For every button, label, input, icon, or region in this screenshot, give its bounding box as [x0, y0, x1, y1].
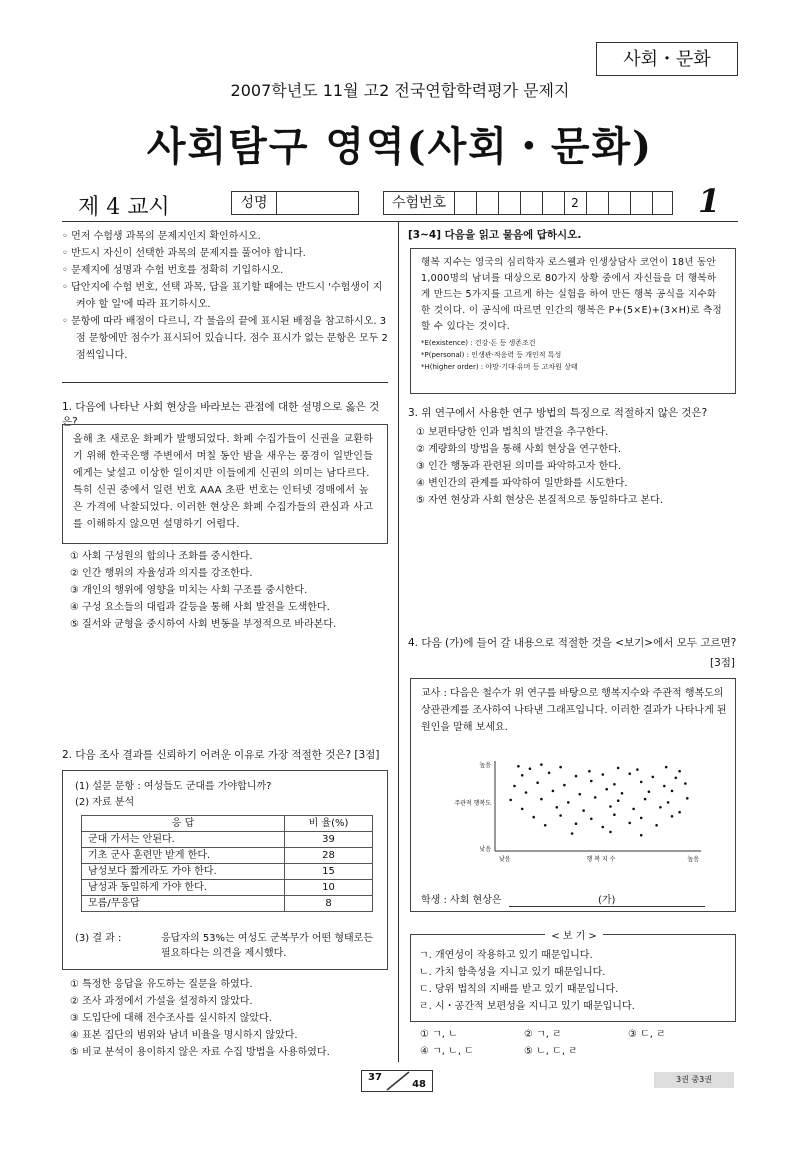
scatter-point — [609, 831, 612, 834]
exam-number-field[interactable] — [383, 191, 673, 215]
table-row — [82, 896, 373, 912]
q1-option[interactable]: ⑤ 질서와 균형을 중시하여 사회 변동을 부정적으로 바라본다. — [70, 619, 337, 630]
scatter-point — [644, 798, 647, 801]
q4-teacher-text: 교사 : 다음은 철수가 위 연구를 바탕으로 행복지수와 주관적 행복도의 상관관계를 조사하여 나타낸 그래프입니다. 이러한 결과가 나타나게 된 원인을 말해 보세요. — [421, 688, 727, 733]
scatter-point — [617, 799, 620, 802]
scatter-point — [678, 770, 681, 773]
scatter-point — [628, 822, 631, 825]
q34-passage-box — [410, 248, 736, 394]
exam-period: 제 4 교시 — [78, 195, 170, 220]
bogi-box — [410, 931, 736, 1022]
q34-passage: 행복 지수는 영국의 심리학자 로스웰과 인생상담사 코언이 18년 동안 1,000명의 남녀를 대상으로 80가지 상황 중에서 자신들을 더 행복하게 만드는 5가지를 고르게 하는 실험을 하여 만든 행복 공식을 지수화 한 것이다. 이 공식에 따르면 인간의 행복은 P+(5×E)+(3×H)로 측정할 수 있다는 것이다. — [421, 257, 722, 332]
instruction-item: ◦ 반드시 자신이 선택한 과목의 문제지를 풀어야 합니다. — [62, 248, 306, 259]
scatter-point — [567, 801, 570, 804]
scatter-point — [544, 824, 547, 827]
exam-number-cell[interactable] — [498, 192, 521, 214]
scatter-point — [517, 765, 520, 768]
scatter-point — [575, 775, 578, 778]
scatter-point — [613, 813, 616, 816]
q4-blank: (가) — [509, 891, 705, 907]
q4-option[interactable]: ② ㄱ, ㄹ — [524, 1029, 562, 1040]
table-row — [82, 832, 373, 848]
q2-option[interactable]: ② 조사 과정에서 가설을 설정하지 않았다. — [70, 996, 253, 1007]
scatter-point — [678, 811, 681, 814]
q2-option[interactable]: ⑤ 비교 분석이 용이하지 않은 자료 수집 방법을 사용하였다. — [70, 1047, 330, 1058]
scatter-point — [684, 782, 687, 785]
scatter-point — [617, 767, 620, 770]
q4-student-prefix: 학생 : 사회 현상은 — [421, 895, 502, 906]
q1-option[interactable]: ① 사회 구성원의 합의나 조화를 중시한다. — [70, 551, 253, 562]
x-tick-low: 낮음 — [499, 856, 511, 863]
scatter-point — [548, 772, 551, 775]
header-divider — [62, 221, 738, 222]
scatter-point — [636, 768, 639, 771]
q3-option[interactable]: ④ 변인간의 관계를 파악하여 일반화를 시도한다. — [416, 478, 628, 489]
table-cell: 남성과 동일하게 가야 한다. — [82, 880, 285, 896]
q2-options — [70, 976, 330, 1061]
exam-number-cell[interactable] — [608, 192, 631, 214]
bogi-item: ㄱ. 개연성이 작용하고 있기 때문입니다. — [419, 950, 593, 961]
scatter-point — [556, 806, 559, 809]
scatter-point — [571, 832, 574, 835]
q2-option[interactable]: ① 특정한 응답을 유도하는 질문을 하였다. — [70, 979, 253, 990]
scatter-point — [671, 815, 674, 818]
table-cell: 8 — [285, 896, 373, 912]
instruction-item: ◦ 문항에 따라 배점이 다르니, 각 물음의 끝에 표시된 배점을 참고하시오. 3점 문항에만 점수가 표시되어 있습니다. 점수 표시가 없는 문항은 모두 2점씩입니다. — [62, 316, 388, 361]
exam-number-cell[interactable] — [476, 192, 499, 214]
bogi-item: ㄷ. 당위 법칙의 지배를 받고 있기 때문입니다. — [419, 984, 619, 995]
q3-option[interactable]: ② 계량화의 방법을 통해 사회 현상을 연구한다. — [416, 444, 622, 455]
bogi-title: < 보 기 > — [545, 931, 603, 942]
q2-option[interactable]: ④ 표본 집단의 범위와 남녀 비율을 명시하지 않았다. — [70, 1030, 298, 1041]
scatter-point — [552, 790, 555, 793]
q2-survey-question: (1) 설문 문항 : 여성들도 군대를 가야합니까? — [75, 781, 272, 792]
scatter-point — [590, 780, 593, 783]
exam-number-label: 수험번호 — [384, 192, 455, 214]
q1-options — [70, 548, 336, 633]
scatter-point — [667, 801, 670, 804]
table-cell: 모름/무응답 — [82, 896, 285, 912]
q4-student-text — [421, 891, 705, 907]
scatter-point — [640, 781, 643, 784]
column-divider — [398, 222, 399, 1062]
scatter-point — [671, 790, 674, 793]
scatter-points — [509, 763, 688, 836]
exam-number-cell[interactable] — [520, 192, 543, 214]
scatter-point — [602, 773, 605, 776]
scatter-point — [559, 766, 562, 769]
scatter-point — [594, 796, 597, 799]
scatter-point — [575, 822, 578, 825]
instruction-item: ◦ 먼저 수험생 과목의 문제지인지 확인하시오. — [62, 231, 261, 242]
scatter-point — [652, 776, 655, 779]
y-tick-high: 높음 — [479, 762, 491, 769]
scatter-point — [521, 808, 524, 811]
scatter-point — [675, 777, 678, 780]
scatter-point — [559, 814, 562, 817]
q2-result-text: 응답자의 53%는 여성도 군복무가 어떤 형태로든 필요하다는 의견을 제시했다. — [161, 933, 373, 959]
scatter-point — [613, 783, 616, 786]
scatter-point — [655, 824, 658, 827]
scatter-point — [665, 766, 668, 769]
scatter-point — [632, 808, 635, 811]
table-cell: 15 — [285, 864, 373, 880]
name-label: 성명 — [232, 192, 277, 214]
scatter-point — [686, 797, 689, 800]
scatter-point — [605, 788, 608, 791]
page-number: 1 — [698, 182, 721, 220]
scatter-point — [640, 834, 643, 837]
q3-option[interactable]: ① 보편타당한 인과 법칙의 발견을 추구한다. — [416, 427, 609, 438]
q2-table — [81, 815, 373, 912]
q1-option[interactable]: ② 인간 행위의 자율성과 의지를 강조한다. — [70, 568, 253, 579]
table-row — [82, 864, 373, 880]
q1-option[interactable]: ③ 개인의 행위에 영향을 미치는 사회 구조를 중시한다. — [70, 585, 308, 596]
page-title: 사회탐구 영역(사회・문화) — [146, 123, 654, 170]
q4-option[interactable]: ① ㄱ, ㄴ — [420, 1029, 458, 1040]
q3-option[interactable]: ③ 인간 행동과 관련된 의미를 파악하고자 한다. — [416, 461, 622, 472]
exam-info: 2007학년도 11월 고2 전국연합학력평가 문제지 — [230, 81, 570, 100]
q2-table-header: 비 율(%) — [285, 816, 373, 832]
scatter-point — [663, 785, 666, 788]
q34-note: *H(higher order) : 야망·기대·유머 등 고차원 상태 — [421, 363, 578, 371]
notes-divider — [62, 382, 388, 383]
instructions — [62, 228, 388, 364]
y-axis-label: 주관적 행복도 — [454, 800, 491, 807]
table-cell: 28 — [285, 848, 373, 864]
scatter-point — [582, 809, 585, 812]
scatter-point — [509, 799, 512, 802]
scatter-point — [602, 826, 605, 829]
q3-option[interactable]: ⑤ 자연 현상과 사회 현상은 본질적으로 동일하다고 본다. — [416, 495, 663, 506]
exam-number-digit[interactable]: 2 — [564, 192, 587, 214]
x-tick-high: 높음 — [687, 856, 699, 863]
q34-intro: [3~4] 다음을 읽고 물음에 답하시오. — [408, 229, 582, 241]
q34-note: *E(existence) : 건강·돈 등 생존조건 — [421, 339, 536, 347]
scatter-point — [536, 781, 539, 784]
table-cell: 10 — [285, 880, 373, 896]
q2-result-label: (3) 결 과 : — [75, 933, 122, 944]
q1-option[interactable]: ④ 구성 요소들의 대립과 갈등을 통해 사회 발전을 도색한다. — [70, 602, 330, 613]
table-cell: 39 — [285, 832, 373, 848]
y-tick-low: 낮음 — [479, 846, 491, 853]
scatter-point — [529, 767, 532, 770]
scatter-point — [590, 818, 593, 821]
table-cell: 기초 군사 훈련만 받게 한다. — [82, 848, 285, 864]
q2-survey-box — [62, 770, 388, 970]
q4-option[interactable]: ④ ㄱ, ㄴ, ㄷ — [420, 1046, 474, 1057]
q2-question: 2. 다음 조사 결과를 신뢰하기 어려운 이유로 가장 적절한 것은? [3점] — [62, 749, 380, 761]
table-cell: 남성보다 짧게라도 가야 한다. — [82, 864, 285, 880]
scatter-point — [609, 805, 612, 808]
bogi-items — [419, 947, 635, 1015]
q4-option[interactable]: ⑤ ㄴ, ㄷ, ㄹ — [524, 1046, 578, 1057]
scatter-point — [659, 806, 662, 809]
scatter-point — [525, 791, 528, 794]
scatter-point — [521, 774, 524, 777]
scatter-point — [628, 772, 631, 775]
q34-notes — [411, 337, 735, 373]
instruction-item: ◦ 문제지에 성명과 수험 번호를 정확히 기입하시오. — [62, 265, 284, 276]
scatter-point — [532, 816, 535, 819]
exam-number-cell[interactable] — [454, 192, 477, 214]
scatter-point — [579, 793, 582, 796]
table-row — [82, 880, 373, 896]
q4-points: [3점] — [710, 657, 736, 669]
q2-option[interactable]: ③ 도입단에 대해 전수조사를 실시하지 않았다. — [70, 1013, 272, 1024]
q4-option[interactable]: ③ ㄷ, ㄹ — [628, 1029, 666, 1040]
scatter-point — [540, 763, 543, 766]
scatter-point — [540, 798, 543, 801]
bogi-title-wrap — [411, 927, 737, 942]
subject-badge: 사회・문화 — [596, 42, 738, 76]
scatter-point — [648, 790, 651, 793]
q4-options — [420, 1026, 720, 1062]
q3-question: 3. 위 연구에서 사용한 연구 방법의 특징으로 적절하지 않은 것은? — [408, 407, 708, 419]
q3-options — [416, 424, 663, 509]
x-axis-label: 행 복 지 수 — [586, 856, 616, 863]
exam-number-cell[interactable] — [630, 192, 653, 214]
q4-box — [410, 678, 736, 912]
q1-question: 1. 다음에 나타난 사회 현상을 바라보는 관점에 대한 설명으로 옳은 것은? — [62, 401, 380, 428]
q2-analysis-label: (2) 자료 분석 — [75, 797, 135, 808]
scatter-point — [621, 792, 624, 795]
footer-badge: 3권 중3권 — [654, 1072, 734, 1088]
scatter-point — [588, 770, 591, 773]
instruction-item: ◦ 답안지에 수험 번호, 선택 과목, 답을 표기할 때에는 반드시 '수험생이 지켜야 할 일'에 따라 표기하시오. — [62, 282, 383, 310]
exam-number-cell[interactable] — [586, 192, 609, 214]
bogi-item: ㄹ. 시・공간적 보편성을 지니고 있기 때문입니다. — [419, 1001, 635, 1012]
footer-page-top: 37 — [368, 1072, 382, 1083]
exam-number-cell[interactable] — [542, 192, 565, 214]
q4-question: 4. 다음 (가)에 들어 갈 내용으로 적절한 것을 <보기>에서 모두 고르면? — [408, 637, 737, 649]
footer-page-bottom: 48 — [412, 1079, 426, 1090]
scatter-point — [563, 784, 566, 787]
name-field[interactable] — [231, 191, 359, 215]
footer-page-number — [361, 1070, 433, 1092]
table-cell: 군대 가서는 안된다. — [82, 832, 285, 848]
scatter-point — [513, 785, 516, 788]
q2-table-header: 응 답 — [82, 816, 285, 832]
bogi-item: ㄴ. 가치 함축성을 지니고 있기 때문입니다. — [419, 967, 606, 978]
scatter-point — [640, 817, 643, 820]
q34-note: *P(personal) : 인생관·적응력 등 개인적 특성 — [421, 351, 562, 359]
scatter-chart — [451, 755, 711, 867]
table-row — [82, 848, 373, 864]
q1-passage: 올해 초 새로운 화폐가 발행되었다. 화폐 수집가들이 신권을 교환하기 위해 한국은행 주변에서 며칠 동안 밤을 새우는 풍경이 일반인들에게는 낯설고 이상한 일이지만 이들에게 신권의 의미는 남다르다. 특히 신권 중에서 일련 번호 AAA 초판 번호는 인터넷 경매에서 높은 가격에 낙찰되었다. 이러한 현상은 화폐 수집가들의 관심과 사고를 이해하지 않으면 설명하기 어렵다. — [62, 424, 388, 544]
